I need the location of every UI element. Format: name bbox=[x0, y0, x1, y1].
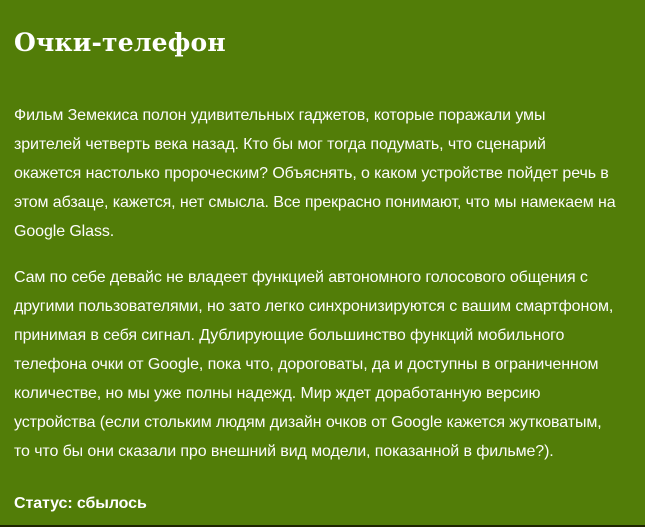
text-line: то что бы они сказали про внешний вид модели, показанной в фильме?). bbox=[14, 443, 554, 460]
text-line: окажется настолько пророческим? Объяснять, о каком устройстве пойдет речь в bbox=[14, 165, 609, 182]
text-line: устройства (если стольким людям дизайн очков от Google кажется жутковатым, bbox=[14, 414, 602, 431]
article-title: Очки-телефон bbox=[14, 28, 226, 57]
text-line: Google Glass. bbox=[14, 223, 115, 240]
text-line: Сам по себе девайс не владеет функцией автономного голосового общения с bbox=[14, 269, 588, 286]
paragraph bbox=[14, 263, 631, 466]
text-line: Фильм Земекиса полон удивительных гаджетов, которые поражали умы bbox=[14, 107, 546, 124]
text-line: принимая в себя сигнал. Дублирующие большинство функций мобильного bbox=[14, 327, 565, 344]
text-line: зрителей четверть века назад. Кто бы мог тогда подумать, что сценарий bbox=[14, 136, 546, 153]
text-line: телефона очки от Google, пока что, дороговаты, да и доступны в ограниченном bbox=[14, 356, 599, 373]
status-line: Статус: сбылось bbox=[14, 495, 147, 512]
paragraph bbox=[14, 101, 631, 246]
article-body bbox=[14, 101, 631, 466]
text-line: количестве, но мы уже полны надежд. Мир ждет доработанную версию bbox=[14, 385, 541, 402]
text-line: этом абзаце, кажется, нет смысла. Все прекрасно понимают, что мы намекаем на bbox=[14, 194, 616, 211]
text-line: другими пользователями, но зато легко синхронизируются с вашим смартфоном, bbox=[14, 298, 614, 315]
